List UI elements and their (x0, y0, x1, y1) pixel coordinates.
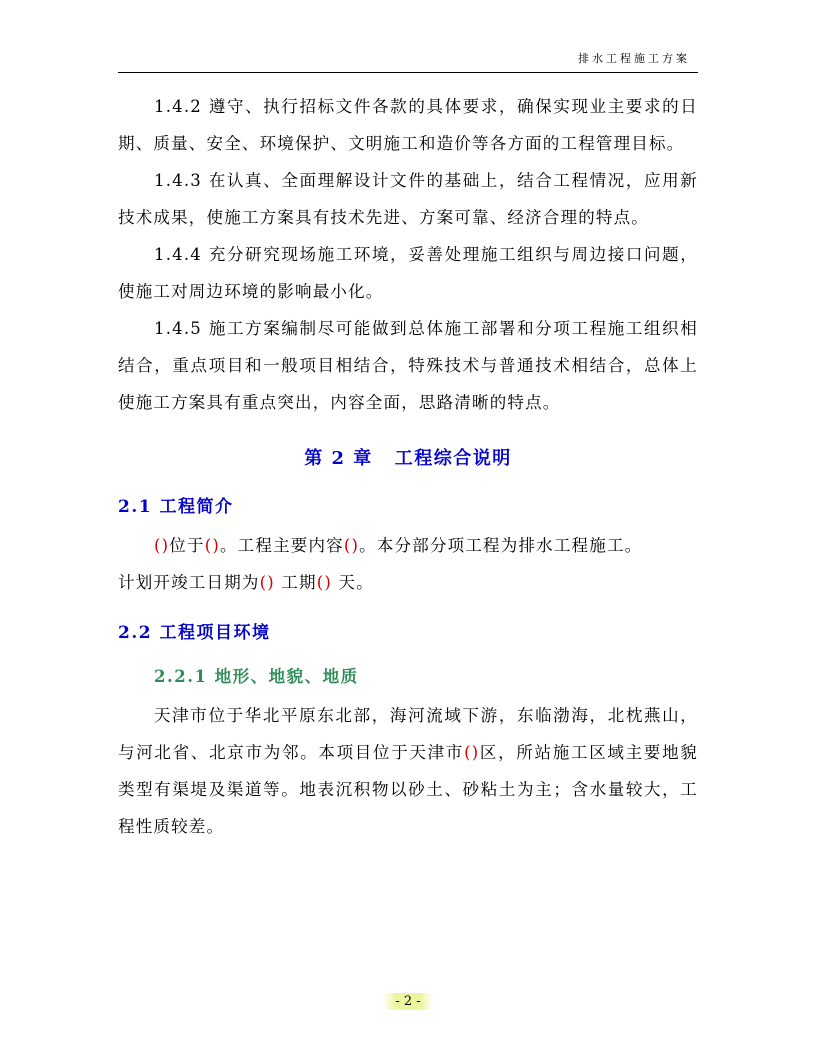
chapter-number: 第 2 章 (304, 448, 373, 469)
text-segment: 工期 (274, 573, 317, 592)
page-number: - 2 - (383, 993, 432, 1010)
document-body (118, 88, 698, 845)
placeholder-blank: () (154, 536, 170, 555)
paragraph-1-4-4: 1.4.4 充分研究现场施工环境，妥善处理施工组织与周边接口问题，使施工对周边环境的影响最小化。 (118, 245, 698, 301)
placeholder-blank: () (204, 536, 220, 555)
section-heading-2-1: 2.1 工程简介 (118, 497, 234, 517)
text-segment: 天津市位于华北平原东北部，海河流域下游，东临渤海，北枕燕山，与河北省、北京市为邻。本项目位于天津市 (118, 706, 698, 762)
section-2-1-line-2 (118, 564, 698, 601)
text-segment: 。工程主要内容 (219, 536, 344, 555)
text-segment: 位于 (169, 536, 205, 555)
section-heading-2-2: 2.2 工程项目环境 (118, 623, 271, 643)
subsection-heading-2-2-1: 2.2.1 地形、地貌、地质 (154, 667, 359, 686)
section-2-2-1-paragraph (118, 697, 698, 845)
header-title: 排水工程施工方案 (578, 52, 690, 65)
paragraph-1-4-2: 1.4.2 遵守、执行招标文件各款的具体要求，确保实现业主要求的日期、质量、安全、环境保护、文明施工和造价等各方面的工程管理目标。 (118, 97, 698, 153)
placeholder-blank: () (259, 573, 275, 592)
page-footer (0, 990, 816, 1010)
chapter-title: 工程综合说明 (394, 448, 512, 469)
text-segment: 区，所站施工区域主要地貌类型有渠堤及渠道等。地表沉积物以砂土、砂粘土为主；含水量较大，工程性质较差。 (118, 743, 698, 836)
placeholder-blank: () (464, 743, 480, 762)
text-segment: 天。 (332, 573, 374, 592)
placeholder-blank: () (316, 573, 333, 592)
section-2-1-line-1 (118, 527, 698, 564)
paragraph-1-4-3: 1.4.3 在认真、全面理解设计文件的基础上，结合工程情况，应用新技术成果，使施工方案具有技术先进、方案可靠、经济合理的特点。 (118, 171, 698, 227)
chapter-heading (118, 433, 698, 485)
text-segment: 计划开竣工日期为 (118, 573, 260, 592)
page-header (118, 44, 698, 73)
paragraph-1-4-5: 1.4.5 施工方案编制尽可能做到总体施工部署和分项工程施工组织相结合，重点项目和一般项目相结合，特殊技术与普通技术相结合，总体上使施工方案具有重点突出，内容全面，思路清晰的特点。 (118, 319, 698, 412)
text-segment: 。本分部分项工程为排水工程施工。 (359, 536, 643, 555)
placeholder-blank: () (343, 536, 360, 555)
